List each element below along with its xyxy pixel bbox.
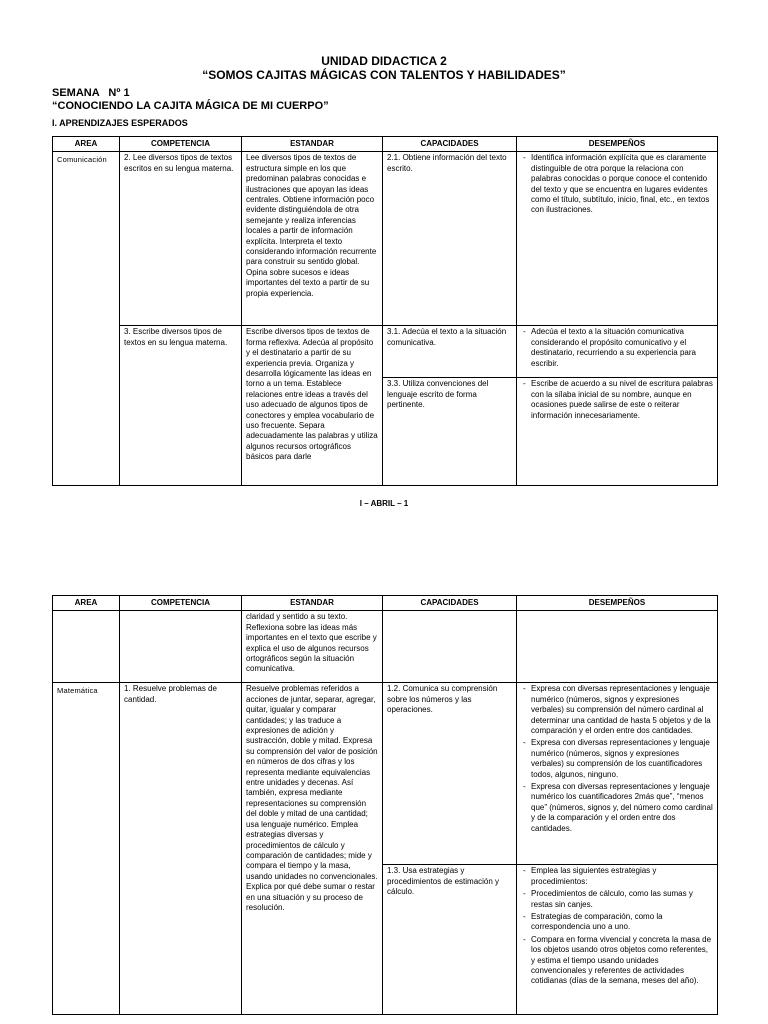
col-header-desempenos: DESEMPEÑOS bbox=[517, 137, 718, 152]
desempenos-cell bbox=[517, 326, 718, 378]
col-header-estandar: ESTANDAR bbox=[242, 596, 383, 611]
col-header-estandar: ESTANDAR bbox=[242, 137, 383, 152]
desempenos-cell bbox=[517, 152, 718, 326]
capacidad-cell-empty bbox=[383, 611, 517, 683]
col-header-competencia: COMPETENCIA bbox=[120, 137, 242, 152]
competencia-cell: 3. Escribe diversos tipos de textos en su lengua materna. bbox=[120, 326, 242, 486]
desempeno-item: - Expresa con diversas representaciones y lenguaje numérico (números, signos y expresiones verbales) su comprensión de los cuantificadores todos, algunos, ninguno. bbox=[521, 738, 713, 780]
estandar-cell: Lee diversos tipos de textos de estructura simple en los que predominan palabras conocidas e ilustraciones que apoyan las ideas centrales. Obtiene información poco evidente distinguiéndola de otra semejante y realiza inferencias locales a partir de información explícita. Interpreta el texto considerando información recurrente para construir su sentido global. Opina sobre sucesos e ideas importantes del texto a partir de su propia experiencia. bbox=[242, 152, 383, 326]
capacidad-cell: 3.3. Utiliza convenciones del lenguaje escrito de forma pertinente. bbox=[383, 378, 517, 486]
col-header-area: AREA bbox=[53, 596, 120, 611]
desempenos-cell bbox=[517, 378, 718, 486]
learning-table-page-1 bbox=[52, 136, 718, 486]
week-title: “CONOCIENDO LA CAJITA MÁGICA DE MI CUERPO” bbox=[52, 100, 329, 112]
col-header-desempenos: DESEMPEÑOS bbox=[517, 596, 718, 611]
desempeno-item: - Compara en forma vivencial y concreta la masa de los objetos usando otros objetos como referentes, y estima el tiempo usando unidades convencionales y referentes de actividades cotidianas (días de la semana, meses del año). bbox=[521, 935, 713, 987]
estandar-cell: claridad y sentido a su texto. Reflexiona sobre las ideas más importantes en el texto que escribe y explica el uso de algunos recursos ortográficos según la situación comunicativa. bbox=[242, 611, 383, 683]
capacidad-cell: 1.2. Comunica su comprensión sobre los números y las operaciones. bbox=[383, 683, 517, 865]
desempeno-item: - Adecúa el texto a la situación comunicativa considerando el propósito comunicativo y el destinatario, recurriendo a su experiencia para escribir. bbox=[521, 327, 713, 369]
competencia-cell: 1. Resuelve problemas de cantidad. bbox=[120, 683, 242, 1015]
capacidad-cell: 2.1. Obtiene información del texto escrito. bbox=[383, 152, 517, 326]
competencia-cell-empty bbox=[120, 611, 242, 683]
col-header-competencia: COMPETENCIA bbox=[120, 596, 242, 611]
section-heading: I. APRENDIZAJES ESPERADOS bbox=[52, 118, 188, 128]
desempeno-item: - Identifica información explícita que es claramente distinguible de otra porque la relaciona con palabras conocidas o porque conoce el contenido del texto y que se encuentra en lugares evidentes como el título, subtítulo, inicio, final, etc., en textos con ilustraciones. bbox=[521, 153, 713, 215]
col-header-capacidades: CAPACIDADES bbox=[383, 596, 517, 611]
estandar-cell: Escribe diversos tipos de textos de forma reflexiva. Adecúa al propósito y el destinatario a partir de su experiencia previa. Organiza y desarrolla lógicamente las ideas en torno a un tema. Establece relaciones entre ideas a través del uso adecuado de algunos tipos de conectores y emplea vocabulario de uso frecuente. Separa adecuadamente las palabras y utiliza algunos recursos ortográficos básicos para darle bbox=[242, 326, 383, 486]
estandar-cell: Resuelve problemas referidos a acciones de juntar, separar, agregar, quitar, igualar y comparar cantidades; y las traduce a expresiones de adición y sustracción, doble y mitad. Expresa su comprensión del valor de posición en números de dos cifras y los representa mediante equivalencias entre unidades y decenas. Así también, expresa mediante representaciones su comprensión del doble y mitad de una cantidad; usa lenguaje numérico. Emplea estrategias diversas y procedimientos de cálculo y comparación de cantidades; mide y compara el tiempo y la masa, usando unidades no convencionales. Explica por qué debe sumar o restar en una situación y su proceso de resolución. bbox=[242, 683, 383, 1015]
desempeno-item: - Escribe de acuerdo a su nivel de escritura palabras con la sílaba inicial de su nombre, aunque en ocasiones puede salirse de este o reiterar información innecesariamente. bbox=[521, 379, 713, 421]
desempeno-item: - Estrategias de comparación, como la correspondencia uno a uno. bbox=[521, 912, 713, 933]
unit-subtitle: “SOMOS CAJITAS MÁGICAS CON TALENTOS Y HABILIDADES” bbox=[202, 68, 566, 82]
page-footer: I – ABRIL – 1 bbox=[359, 499, 409, 508]
col-header-area: AREA bbox=[53, 137, 120, 152]
desempeno-item: - Emplea las siguientes estrategias y procedimientos: bbox=[521, 866, 713, 887]
area-cell: Matemática bbox=[53, 683, 120, 1015]
area-cell: Comunicación bbox=[53, 152, 120, 486]
week-label: SEMANA Nº 1 bbox=[52, 87, 130, 99]
desempenos-cell bbox=[517, 865, 718, 1015]
capacidad-cell: 1.3. Usa estrategias y procedimientos de estimación y cálculo. bbox=[383, 865, 517, 1015]
competencia-cell: 2. Lee diversos tipos de textos escritos en su lengua materna. bbox=[120, 152, 242, 326]
col-header-capacidades: CAPACIDADES bbox=[383, 137, 517, 152]
unit-title: UNIDAD DIDACTICA 2 bbox=[321, 54, 447, 68]
desempeno-item: - Procedimientos de cálculo, como las sumas y restas sin canjes. bbox=[521, 889, 713, 910]
area-cell-empty bbox=[53, 611, 120, 683]
desempenos-cell-empty bbox=[517, 611, 718, 683]
desempenos-cell bbox=[517, 683, 718, 865]
learning-table-page-2 bbox=[52, 595, 718, 1015]
capacidad-cell: 3.1. Adecúa el texto a la situación comunicativa. bbox=[383, 326, 517, 378]
desempeno-item: - Expresa con diversas representaciones y lenguaje numérico los cuantificadores 2más que”, “menos que” (números, signos y, del número como cardinal y de la comparación y el orden entre dos cantidades. bbox=[521, 782, 713, 834]
desempeno-item: - Expresa con diversas representaciones y lenguaje numérico (números, signos y expresiones verbales) su comprensión del número cardinal al determinar una cantidad de hasta 5 objetos y de la comparación y el orden entre dos cantidades. bbox=[521, 684, 713, 736]
